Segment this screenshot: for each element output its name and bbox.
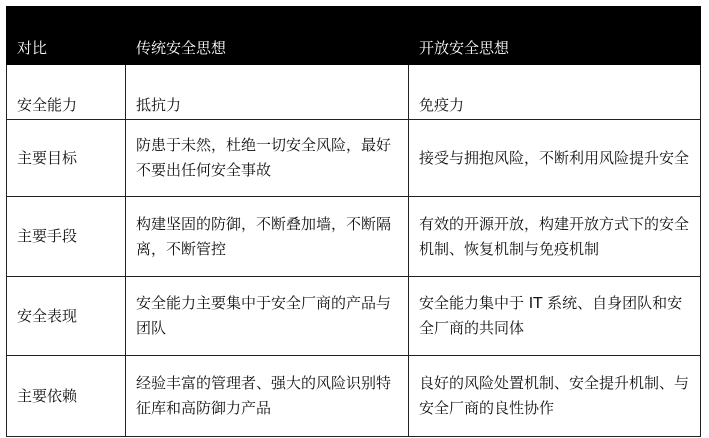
traditional-cell: 防患于未然，杜绝一切安全风险，最好不要出任何安全事故 — [126, 120, 409, 197]
row-label: 安全表现 — [7, 277, 126, 356]
row-label: 主要目标 — [7, 120, 126, 197]
traditional-cell: 经验丰富的管理者、强大的风险识别特征库和高防御力产品 — [126, 356, 409, 437]
table-row — [7, 356, 701, 437]
open-cell: 接受与拥抱风险，不断利用风险提升安全 — [409, 120, 701, 197]
traditional-cell: 安全能力主要集中于安全厂商的产品与团队 — [126, 277, 409, 356]
open-cell: 有效的开源开放，构建开放方式下的安全机制、恢复机制与免疫机制 — [409, 197, 701, 277]
table-header-row — [7, 7, 701, 65]
header-traditional: 传统安全思想 — [126, 7, 409, 65]
header-open: 开放安全思想 — [409, 7, 701, 65]
table-row — [7, 65, 701, 120]
traditional-cell: 抵抗力 — [126, 65, 409, 120]
open-cell: 良好的风险处置机制、安全提升机制、与安全厂商的良性协作 — [409, 356, 701, 437]
table-row — [7, 197, 701, 277]
row-label: 主要依赖 — [7, 356, 126, 437]
traditional-cell: 构建坚固的防御，不断叠加墙，不断隔离，不断管控 — [126, 197, 409, 277]
row-label: 安全能力 — [7, 65, 126, 120]
row-label: 主要手段 — [7, 197, 126, 277]
security-comparison-table — [6, 6, 701, 437]
table-row — [7, 277, 701, 356]
table-row — [7, 120, 701, 197]
open-cell: 免疫力 — [409, 65, 701, 120]
comparison-table-container — [6, 6, 700, 437]
open-cell: 安全能力集中于 IT 系统、自身团队和安全厂商的共同体 — [409, 277, 701, 356]
header-compare: 对比 — [7, 7, 126, 65]
